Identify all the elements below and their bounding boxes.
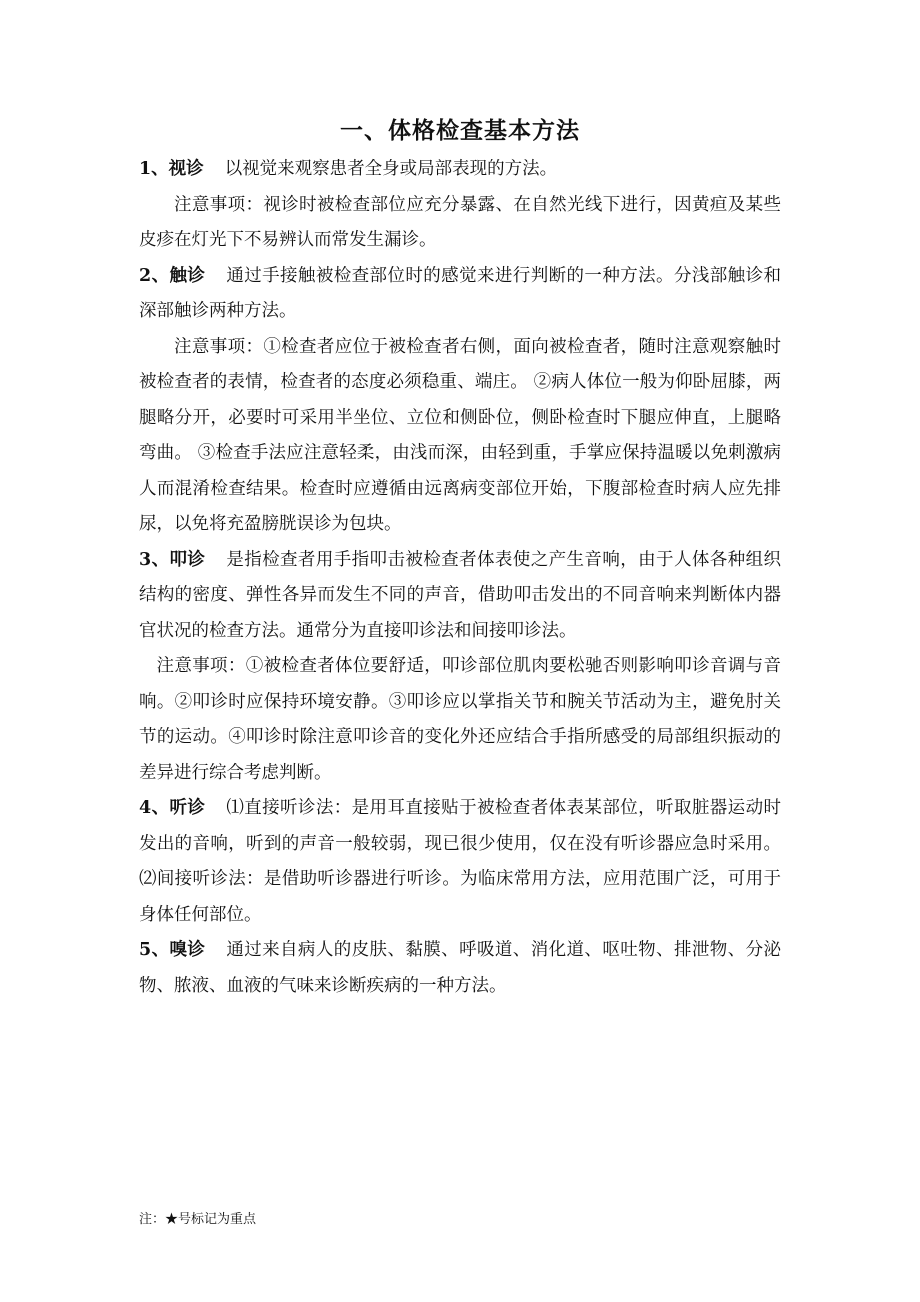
section-heading: 4、听诊 <box>139 798 206 818</box>
page-title: 一、体格检查基本方法 <box>340 117 580 144</box>
section-olfaction <box>139 933 781 1004</box>
section-heading: 3、叩诊 <box>139 549 206 570</box>
section-text: 通过来自病人的皮肤、黏膜、呼吸道、消化道、呕吐物、排泄物、分泌物、脓液、血液的气味来诊断疾病的一种方法。 <box>139 940 781 996</box>
section-note: 注意事项：视诊时被检查部位应充分暴露、在自然光线下进行，因黄疸及某些皮疹在灯光下不易辨认而常发生漏诊。 <box>139 194 781 250</box>
section-text: 是指检查者用手指叩击被检查者体表使之产生音响，由于人体各种组织结构的密度、弹性各异而发生不同的声音，借助叩击发出的不同音响来判断体内器官状况的检查方法。通常分为直接叩诊法和间接叩诊法。 <box>139 549 781 641</box>
section-percussion <box>139 543 781 650</box>
section-note: 注意事项：①被检查者体位要舒适，叩诊部位肌肉要松驰否则影响叩诊音调与音响。②叩诊时应保持环境安静。③叩诊应以掌指关节和腕关节活动为主，避免肘关节的运动。④叩诊时除注意叩诊音的变化外还应结合手指所感受的局部组织振动的差异进行综合考虑判断。 <box>139 656 781 783</box>
section-note: 注意事项：①检查者应位于被检查者右侧，面向被检查者，随时注意观察触时被检查者的表情，检查者的态度必须稳重、端庄。 ②病人体位一般为仰卧屈膝，两腿略分开，必要时可采用半坐位、立位和侧卧位，侧卧检查时下腿应伸直，上腿略弯曲。 ③检查手法应注意轻柔，由浅而深，由轻到重，手掌应保持温暖以免刺激病人而混淆检查结果。检查时应遵循由远离病变部位开始，下腹部检查时病人应先排尿，以免将充盈膀胱误诊为包块。 <box>139 336 781 534</box>
section-inspection <box>139 152 781 188</box>
section-text: ⑴直接听诊法：是用耳直接贴于被检查者体表某部位，听取脏器运动时发出的音响，听到的声音一般较弱，现已很少使用，仅在没有听诊器应急时采用。⑵间接听诊法：是借助听诊器进行听诊。为临床常用方法，应用范围广泛，可用于身体任何部位。 <box>139 798 781 925</box>
section-text: 通过手接触被检查部位时的感觉来进行判断的一种方法。分浅部触诊和深部触诊两种方法。 <box>139 265 781 321</box>
footer-note: 注：★号标记为重点 <box>139 1212 257 1227</box>
section-auscultation <box>139 791 781 933</box>
section-heading: 5、嗅诊 <box>139 940 206 960</box>
section-palpation <box>139 259 781 330</box>
section-heading: 2、触诊 <box>139 265 206 286</box>
section-text: 以视觉来观察患者全身或局部表现的方法。 <box>224 159 558 179</box>
section-heading: 1、视诊 <box>139 159 204 179</box>
document-body <box>139 152 781 1004</box>
